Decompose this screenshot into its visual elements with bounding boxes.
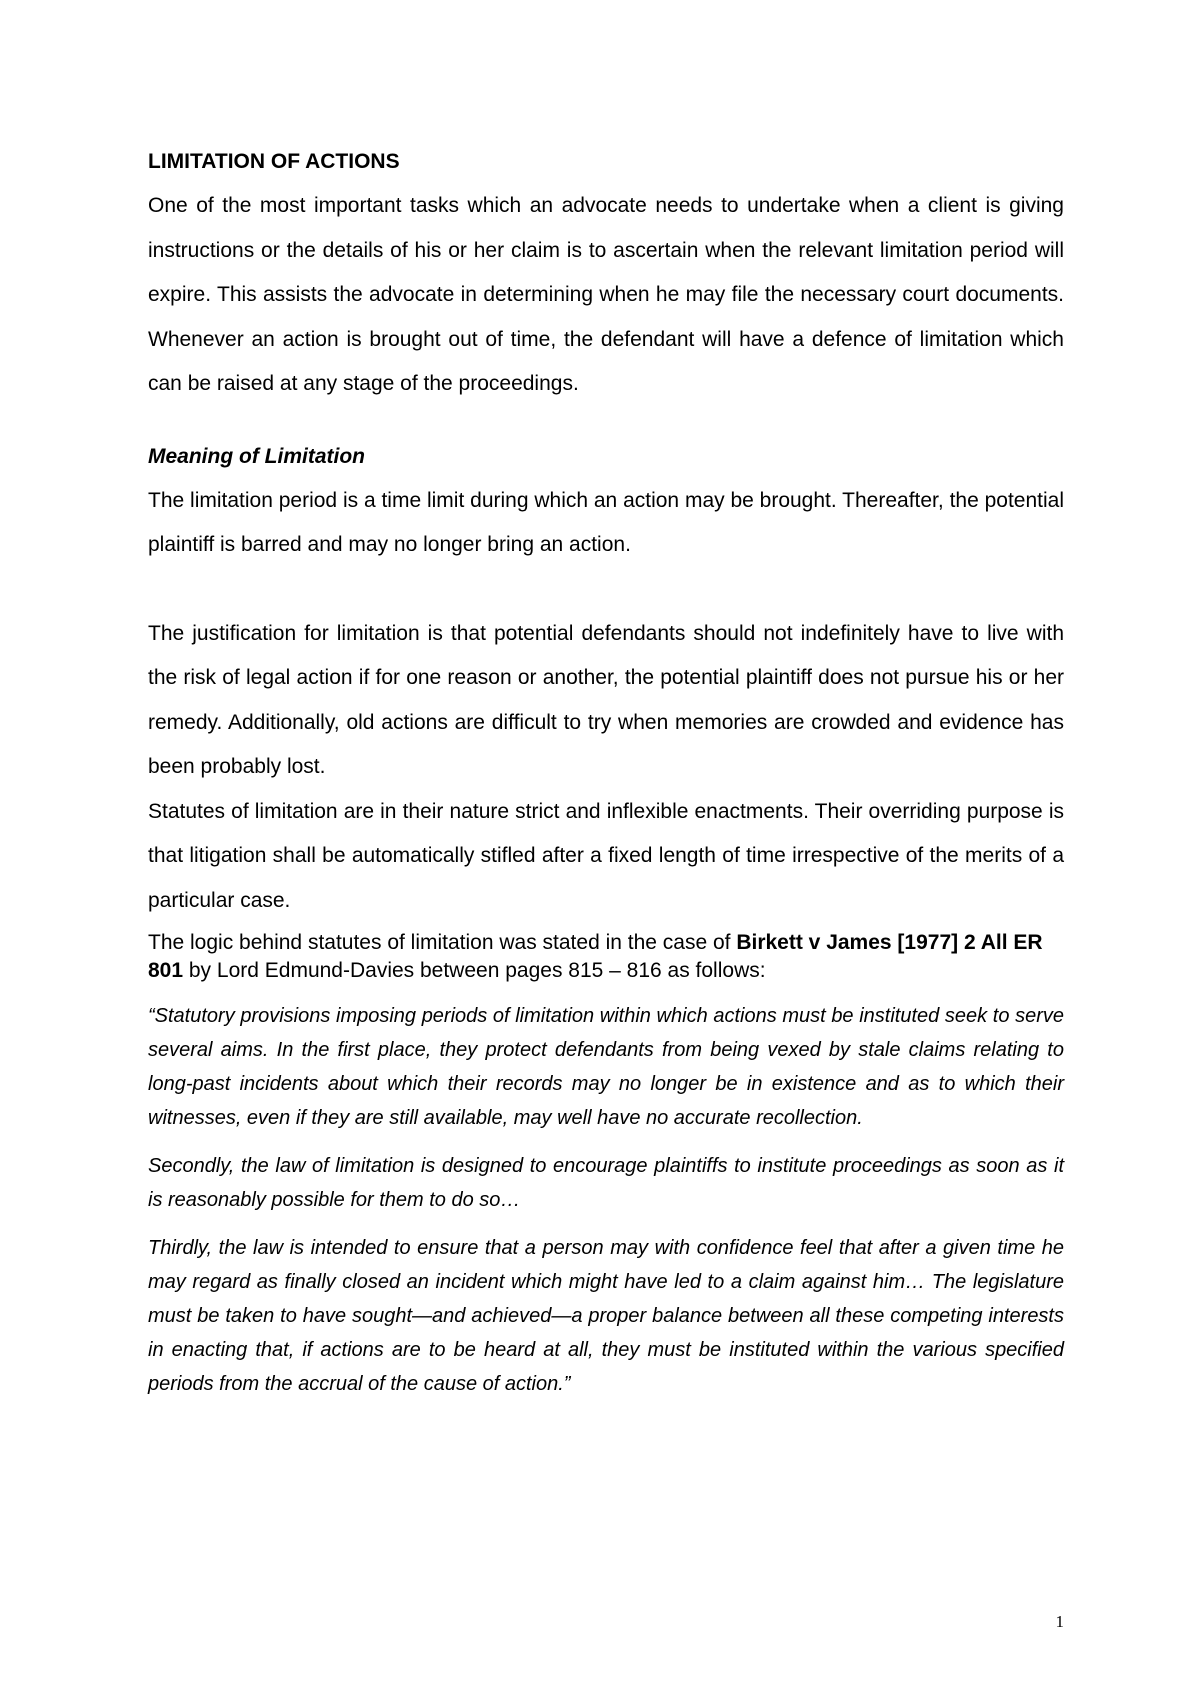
definition-paragraph: The limitation period is a time limit during which an action may be brought. Thereafter, the potential plaintiff is barred and may no longer bring an action. <box>148 488 1064 556</box>
logic-prefix: The logic behind statutes of limitation was stated in the case of <box>148 931 737 954</box>
section-heading: Meaning of Limitation <box>148 444 365 468</box>
quote-paragraph-2: Secondly, the law of limitation is designed to encourage plaintiffs to institute proceedings as soon as it is reasonably possible for them to do so… <box>148 1155 1064 1211</box>
justification-paragraph: The justification for limitation is that potential defendants should not indefinitely have to live with the risk of legal action if for one reason or another, the potential plaintiff does not pursue his or her remedy. Additionally, old actions are difficult to try when memories are crowded and evidence has been probably lost. <box>148 621 1064 778</box>
document-page <box>148 140 1064 1401</box>
quote-paragraph-3: Thirdly, the law is intended to ensure that a person may with confidence feel that after a given time he may regard as finally closed an incident which might have led to a claim against him… The legislature must be taken to have sought—and achieved—a proper balance between all these competing interests in enacting that, if actions are to be heard at all, they must be instituted within the various specified periods from the accrual of the cause of action.” <box>148 1237 1064 1395</box>
statutes-paragraph: Statutes of limitation are in their nature strict and inflexible enactments. Their overriding purpose is that litigation shall be automatically stifled after a fixed length of time irrespective of the merits of a particular case. <box>148 799 1064 912</box>
paragraph-spacer <box>148 568 1064 612</box>
logic-suffix: by Lord Edmund-Davies between pages 815 – 816 as follows: <box>183 959 766 982</box>
case-citation: Birkett v James [1977] 2 All ER 801 <box>148 931 1043 982</box>
page-number: 1 <box>1055 1612 1064 1631</box>
intro-paragraph: One of the most important tasks which an advocate needs to undertake when a client is giving instructions or the details of his or her claim is to ascertain when the relevant limitation period will expire. This assists the advocate in determining when he may file the necessary court documents. Whenever an action is brought out of time, the defendant will have a defence of limitation which can be raised at any stage of the proceedings. <box>148 194 1064 395</box>
document-title: LIMITATION OF ACTIONS <box>148 150 400 173</box>
quote-paragraph-1: “Statutory provisions imposing periods of limitation within which actions must be instituted seek to serve several aims. In the first place, they protect defendants from being vexed by stale claims relating to long-past incidents about which their records may no longer be in existence and as to which their witnesses, even if they are still available, may well have no accurate recollection. <box>148 1005 1064 1129</box>
case-citation-paragraph <box>148 929 1064 985</box>
